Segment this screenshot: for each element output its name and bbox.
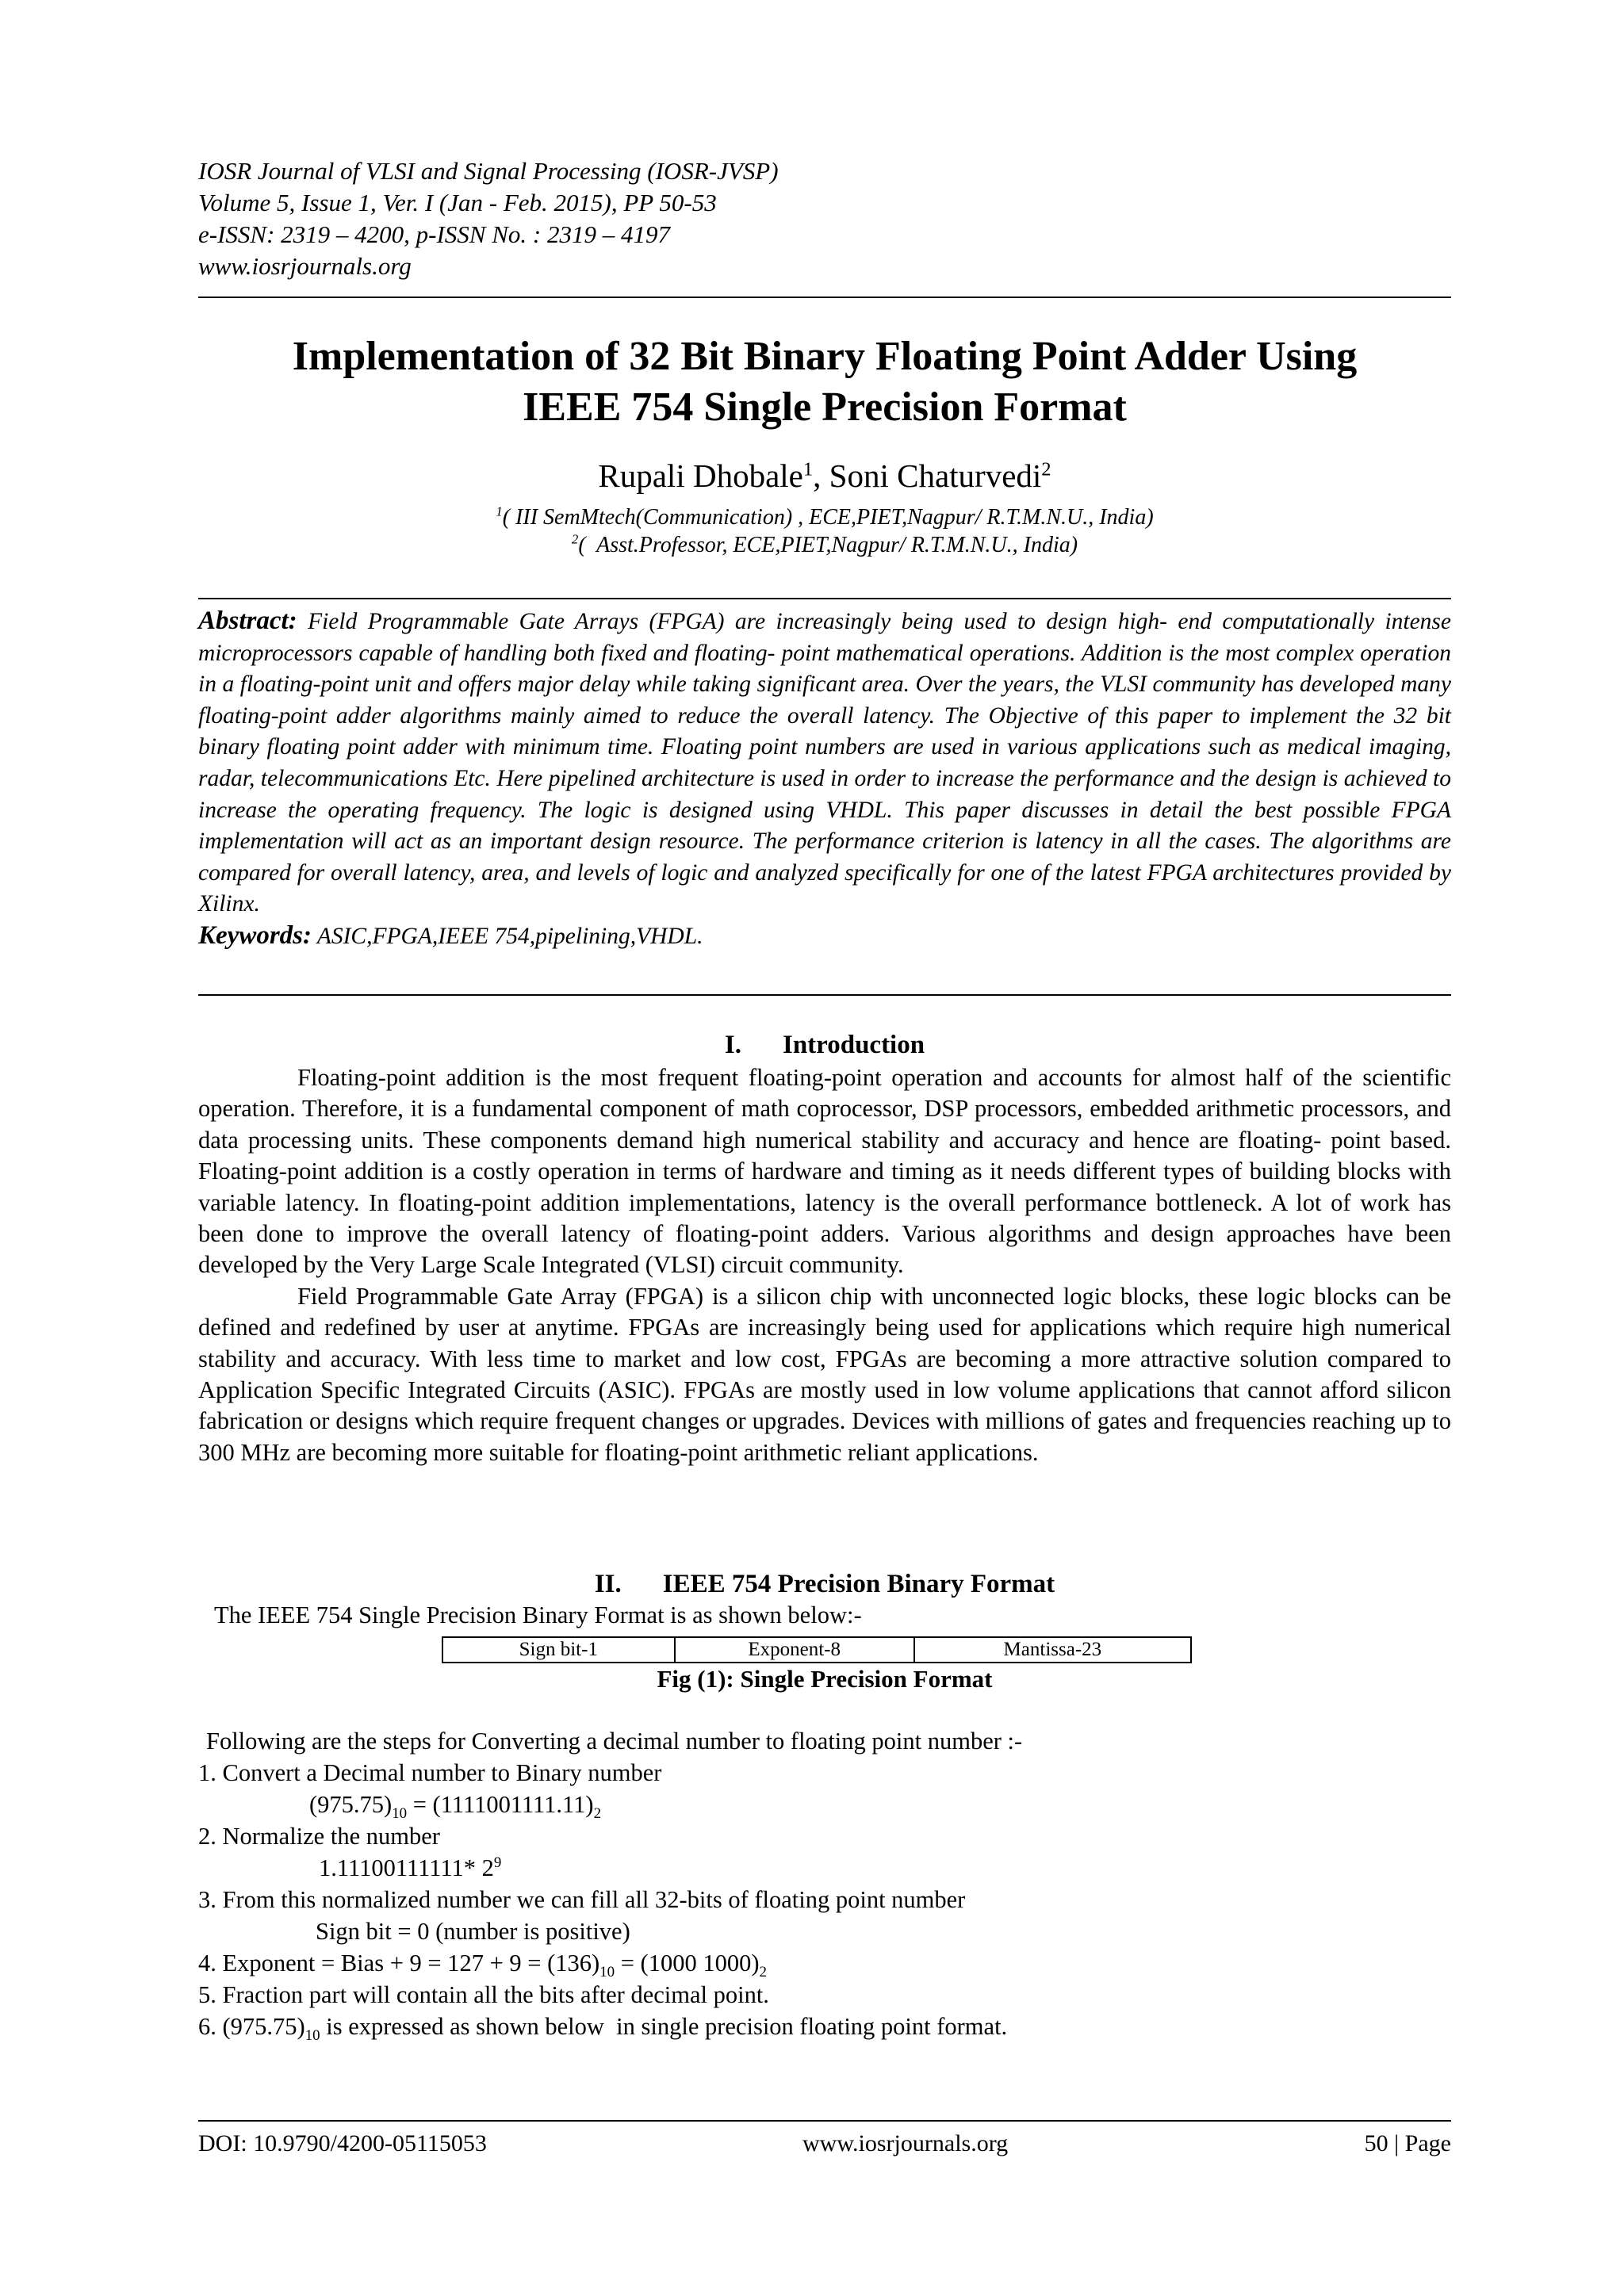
- affiliation-2: [198, 532, 1451, 559]
- section-2-intro: The IEEE 754 Single Precision Binary Format is as shown below:-: [214, 1601, 862, 1628]
- introduction-body: [198, 1062, 1451, 1468]
- step-1: 1. Convert a Decimal number to Binary number: [198, 1759, 662, 1786]
- single-precision-format-table: [442, 1636, 1192, 1663]
- footer-divider: [198, 2120, 1451, 2122]
- affiliation-1: [198, 504, 1451, 531]
- section-2-number: II.: [594, 1570, 622, 1598]
- author-2: Soni Chaturvedi: [829, 457, 1042, 494]
- keywords-text: ASIC,FPGA,IEEE 754,pipelining,VHDL.: [316, 923, 703, 949]
- step-6: [198, 2011, 1451, 2045]
- section-2-title: IEEE 754 Precision Binary Format: [662, 1570, 1055, 1598]
- step-6-a: 6. (975.75): [198, 2013, 305, 2040]
- abstract-label: Abstract:: [198, 607, 297, 635]
- exponent-cell: Exponent-8: [675, 1637, 914, 1663]
- conversion-steps: [198, 1725, 1451, 2045]
- steps-intro: Following are the steps for Converting a decimal number to floating point number :-: [206, 1728, 1023, 1755]
- keywords-label: Keywords:: [198, 920, 312, 950]
- author-2-sup: 2: [1041, 458, 1051, 480]
- header-divider: [198, 297, 1451, 298]
- paper-title: [198, 331, 1451, 433]
- abstract-text: Field Programmable Gate Arrays (FPGA) are increasingly being used to design high- end computationally intense microprocessors capable of handling both fixed and floating- point mathematical operations. Addition is the most complex operation in a floating-point unit and offers major delay while taking significant area. Over the years, the VLSI community has developed many floating-point adder algorithms mainly aimed to reduce the overall latency. The Objective of this paper to implement the 32 bit binary floating point adder with minimum time. Floating point numbers are used in various applications such as medical imaging, radar, telecommunications Etc. Here pipelined architecture is used in order to increase the performance and the design is achieved to increase the operating frequency. The logic is designed using VHDL. This paper discusses in detail the best possible FPGA implementation will act as an important design resource. The performance criterion is latency in all the cases. The algorithms are compared for overall latency, area, and levels of logic and analyzed specifically for one of the latest FPGA architectures provided by Xilinx.: [198, 609, 1451, 917]
- step-1-eq-a: (975.75): [309, 1791, 393, 1818]
- author-separator: ,: [813, 457, 829, 494]
- step-3-equation: Sign bit = 0 (number is positive): [316, 1918, 630, 1945]
- title-line-2: IEEE 754 Single Precision Format: [523, 385, 1127, 430]
- title-line-1: Implementation of 32 Bit Binary Floating Point Adder Using: [292, 334, 1358, 379]
- section-2-heading: [198, 1568, 1451, 1600]
- section-1-heading: [198, 1029, 1451, 1061]
- step-4: [198, 1947, 1451, 1979]
- section-1-number: I.: [724, 1031, 741, 1059]
- author-1-sup: 1: [802, 458, 814, 480]
- step-4-a-sub: 10: [599, 1964, 615, 1981]
- step-5: 5. Fraction part will contain all the bits after decimal point.: [198, 1981, 769, 2008]
- step-6-b: is expressed as shown below in single precision floating point format.: [320, 2013, 1008, 2040]
- step-4-b-sub: 2: [759, 1964, 767, 1981]
- introduction-paragraph-2: Field Programmable Gate Array (FPGA) is a silicon chip with unconnected logic blocks, these logic blocks can be defined and redefined by user at anytime. FPGAs are increasingly being used for applications which require high numerical stability and accuracy. With less time to market and low cost, FPGAs are becoming a more attractive solution compared to Application Specific Integrated Circuits (ASIC). FPGAs are mostly used in low volume applications that cannot afford silicon fabrication or designs which require frequent changes or upgrades. Devices with millions of gates and frequencies reaching up to 300 MHz are becoming more suitable for floating-point arithmetic reliant applications.: [198, 1282, 1451, 1466]
- abstract-bottom-divider: [198, 994, 1451, 996]
- step-2-equation: [198, 1852, 1451, 1884]
- step-1-eq-b-sub: 2: [593, 1805, 602, 1823]
- journal-website-link[interactable]: www.iosrjournals.org: [198, 252, 412, 280]
- journal-volume: Volume 5, Issue 1, Ver. I (Jan - Feb. 2015), PP 50-53: [198, 189, 717, 216]
- affiliation-2-sup: 2: [571, 531, 579, 547]
- step-1-eq-b: = (1111001111.11): [407, 1791, 594, 1818]
- step-2-eq-sup: 9: [493, 1854, 502, 1871]
- step-4-a: 4. Exponent = Bias + 9 = 127 + 9 = (136): [198, 1950, 600, 1976]
- step-1-eq-a-sub: 10: [392, 1805, 408, 1823]
- step-6-a-sub: 10: [304, 2027, 320, 2045]
- abstract-block: [198, 606, 1451, 953]
- mantissa-cell: Mantissa-23: [914, 1637, 1191, 1663]
- affiliation-2-text: ( Asst.Professor, ECE,PIET,Nagpur/ R.T.M.N.U., India): [578, 533, 1078, 557]
- introduction-paragraph-1: Floating-point addition is the most frequent floating-point operation and accounts for almost half of the scientific operation. Therefore, it is a fundamental component of math coprocessor, DSP processors, embedded arithmetic processors, and data processing units. These components demand high numerical stability and accuracy and hence are floating- point based. Floating-point addition is a costly operation in terms of hardware and timing as it needs different types of building blocks with variable latency. In floating-point addition implementations, latency is the overall performance bottleneck. A lot of work has been done to improve the overall latency of floating-point adders. Various algorithms and design approaches have been developed by the Very Large Scale Integrated (VLSI) circuit community.: [198, 1064, 1451, 1279]
- author-list: [198, 456, 1451, 496]
- figure-caption: Fig (1): Single Precision Format: [657, 1665, 993, 1693]
- step-3: 3. From this normalized number we can fill all 32-bits of floating point number: [198, 1886, 966, 1913]
- footer-page-number: 50 | Page: [1364, 2130, 1451, 2156]
- journal-issn: e-ISSN: 2319 – 4200, p-ISSN No. : 2319 – 4197: [198, 220, 670, 248]
- section-1-title: Introduction: [782, 1031, 925, 1059]
- affiliation-1-text: ( III SemMtech(Communication) , ECE,PIET,Nagpur/ R.T.M.N.U., India): [502, 505, 1154, 530]
- footer-website-link[interactable]: www.iosrjournals.org: [802, 2130, 1009, 2156]
- format-table-row: [442, 1637, 1191, 1663]
- step-1-equation: [198, 1789, 1451, 1823]
- journal-name: IOSR Journal of VLSI and Signal Processing (IOSR-JVSP): [198, 157, 779, 185]
- footer-doi: DOI: 10.9790/4200-05115053: [198, 2130, 487, 2156]
- affiliation-1-sup: 1: [496, 503, 503, 519]
- author-1: Rupali Dhobale: [598, 457, 803, 494]
- step-4-b: = (1000 1000): [615, 1950, 760, 1976]
- abstract-top-divider: [198, 598, 1451, 599]
- sign-bit-cell: Sign bit-1: [442, 1637, 675, 1663]
- step-2-eq: 1.11100111111* 2: [319, 1854, 494, 1881]
- step-2: 2. Normalize the number: [198, 1823, 440, 1850]
- journal-header: [198, 155, 1451, 282]
